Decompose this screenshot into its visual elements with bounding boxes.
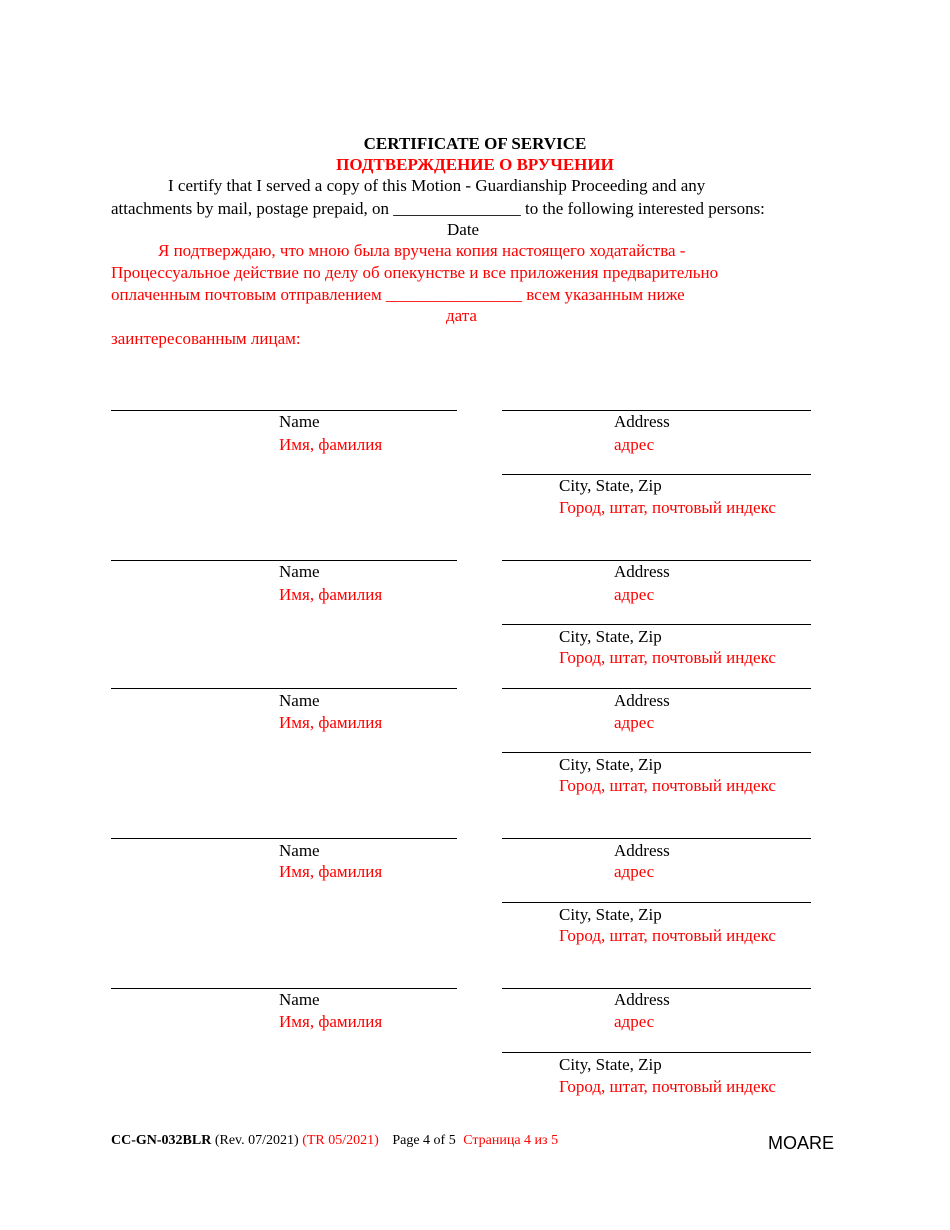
name-label-russian: Имя, фамилия: [279, 713, 383, 732]
city-state-zip-line[interactable]: [502, 474, 811, 475]
footer: [111, 1133, 558, 1149]
address-label: Address: [614, 691, 670, 710]
page-number-russian: Страница 4 из 5: [463, 1133, 559, 1148]
address-label: Address: [614, 562, 670, 581]
certification-ru-line1: Я подтверждаю, что мною была вручена копия настоящего ходатайства -: [158, 241, 686, 260]
moare-label: MOARE: [768, 1133, 835, 1153]
name-label: Name: [279, 691, 320, 710]
address-line[interactable]: [502, 838, 811, 839]
city-state-zip-label: City, State, Zip: [559, 755, 662, 774]
title-english: CERTIFICATE OF SERVICE: [363, 134, 587, 153]
city-state-zip-line[interactable]: [502, 752, 811, 753]
city-state-zip-label-russian: Город, штат, почтовый индекс: [559, 498, 776, 517]
city-state-zip-label: City, State, Zip: [559, 1055, 662, 1074]
translation-revision: (TR 05/2021): [302, 1133, 379, 1148]
address-label-russian: адрес: [614, 713, 655, 732]
name-label-russian: Имя, фамилия: [279, 585, 383, 604]
name-label-russian: Имя, фамилия: [279, 435, 383, 454]
address-line[interactable]: [502, 688, 811, 689]
city-state-zip-label-russian: Город, штат, почтовый индекс: [559, 1077, 776, 1096]
revision-date: (Rev. 07/2021): [214, 1133, 299, 1148]
address-line[interactable]: [502, 410, 811, 411]
address-label-russian: адрес: [614, 862, 655, 881]
date-label: Date: [447, 220, 480, 239]
city-state-zip-line[interactable]: [502, 902, 811, 903]
name-signature-line[interactable]: [111, 988, 457, 989]
address-label-russian: адрес: [614, 1012, 655, 1031]
address-line[interactable]: [502, 560, 811, 561]
certification-ru-line2: Процессуальное действие по делу об опекунстве и все приложения предварительно: [111, 263, 719, 282]
address-label-russian: адрес: [614, 435, 655, 454]
city-state-zip-line[interactable]: [502, 1052, 811, 1053]
name-signature-line[interactable]: [111, 688, 457, 689]
name-signature-line[interactable]: [111, 838, 457, 839]
name-signature-line[interactable]: [111, 410, 457, 411]
city-state-zip-label-russian: Город, штат, почтовый индекс: [559, 648, 776, 667]
name-label-russian: Имя, фамилия: [279, 862, 383, 881]
date-label-russian: дата: [446, 306, 477, 325]
certification-ru-line4: заинтересованным лицам:: [111, 329, 301, 348]
certification-ru-line3: оплаченным почтовым отправлением ________________ всем указанным ниже: [111, 285, 685, 304]
city-state-zip-label-russian: Город, штат, почтовый индекс: [559, 776, 776, 795]
name-label: Name: [279, 841, 320, 860]
city-state-zip-label: City, State, Zip: [559, 627, 662, 646]
name-label-russian: Имя, фамилия: [279, 1012, 383, 1031]
address-label: Address: [614, 990, 670, 1009]
city-state-zip-line[interactable]: [502, 624, 811, 625]
address-label-russian: адрес: [614, 585, 655, 604]
city-state-zip-label: City, State, Zip: [559, 905, 662, 924]
address-line[interactable]: [502, 988, 811, 989]
certification-en-line2: attachments by mail, postage prepaid, on _______________ to the following interested persons:: [111, 199, 765, 218]
address-label: Address: [614, 841, 670, 860]
name-label: Name: [279, 562, 320, 581]
name-signature-line[interactable]: [111, 560, 457, 561]
address-label: Address: [614, 412, 670, 431]
certification-en-line1: I certify that I served a copy of this Motion - Guardianship Proceeding and any: [168, 176, 706, 195]
page-number: Page 4 of 5: [392, 1133, 456, 1148]
name-label: Name: [279, 412, 320, 431]
title-russian: ПОДТВЕРЖДЕНИЕ О ВРУЧЕНИИ: [336, 155, 614, 174]
city-state-zip-label: City, State, Zip: [559, 476, 662, 495]
city-state-zip-label-russian: Город, штат, почтовый индекс: [559, 926, 776, 945]
form-number: CC-GN-032BLR: [111, 1133, 212, 1148]
name-label: Name: [279, 990, 320, 1009]
